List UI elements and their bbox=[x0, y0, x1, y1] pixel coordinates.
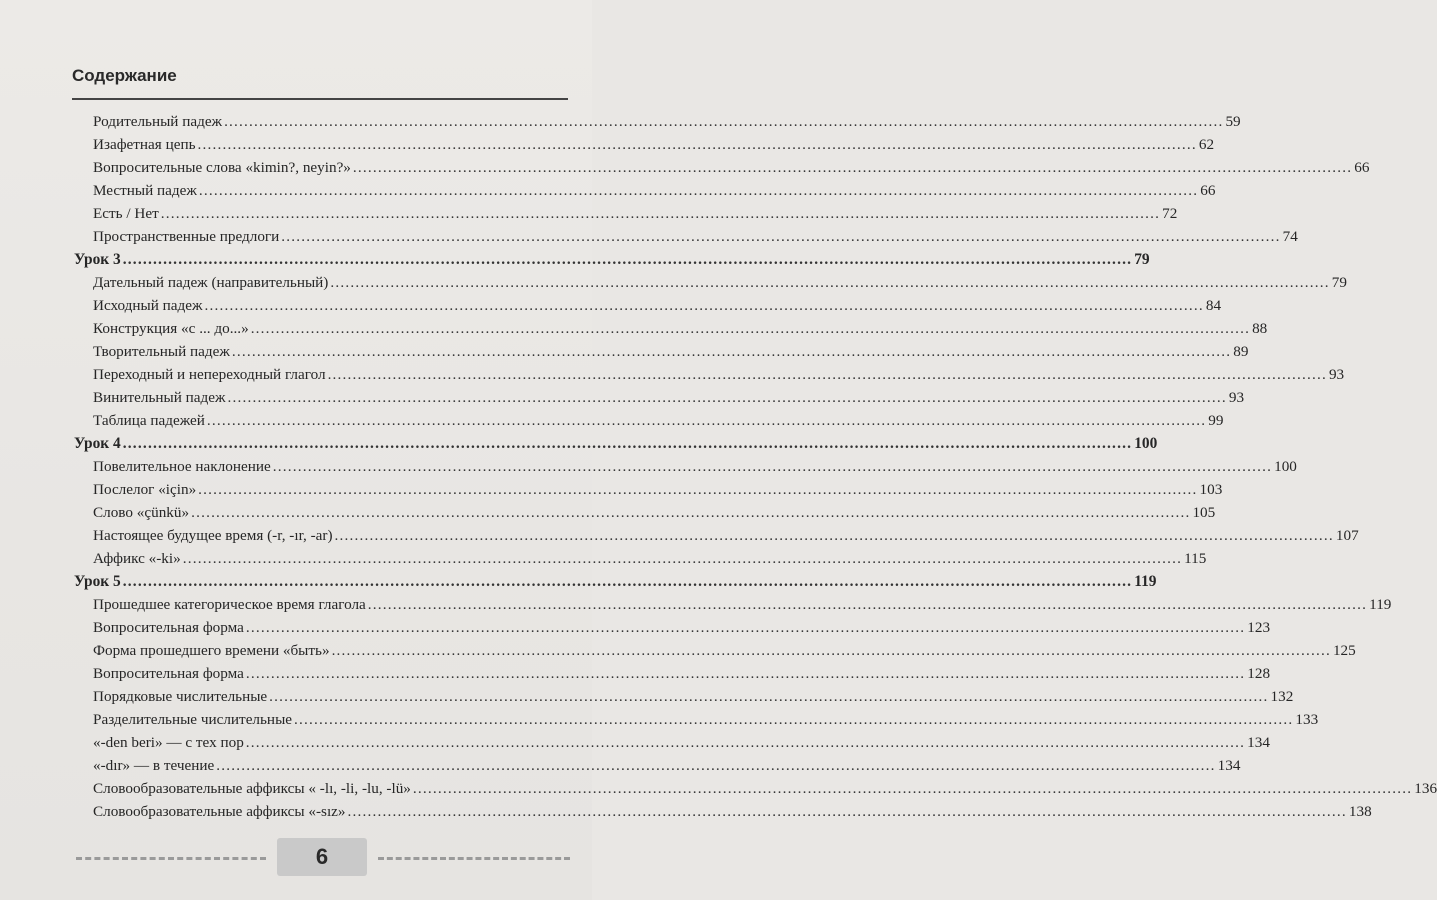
toc-entry-page: 132 bbox=[1270, 688, 1294, 705]
toc-entry-label: «-dır» — в течение bbox=[93, 757, 215, 774]
toc-entry-label: Дательный падеж (направительный) bbox=[93, 274, 329, 291]
toc-entry-page: 103 bbox=[1199, 481, 1223, 498]
toc-entry-page: 123 bbox=[1247, 619, 1271, 636]
toc-entry-page: 105 bbox=[1192, 504, 1216, 521]
toc-entry-label: Урок 4 bbox=[74, 435, 121, 452]
toc-leader-dots: ........................................................................................................................................................................................................ bbox=[331, 642, 1331, 659]
toc-entry-page: 66 bbox=[1200, 182, 1216, 199]
toc-entry-page: 79 bbox=[1331, 274, 1347, 291]
toc-leader-dots: ........................................................................................................................................................................................................ bbox=[160, 205, 1161, 222]
toc-leader-dots: ........................................................................................................................................................................................................ bbox=[269, 688, 1269, 705]
page-number: 6 bbox=[315, 844, 329, 869]
toc-entry-row bbox=[93, 481, 1223, 504]
toc-entry-row bbox=[93, 320, 1268, 343]
toc-leader-dots: ........................................................................................................................................................................................................ bbox=[412, 780, 1413, 797]
toc-entry-row bbox=[93, 412, 1224, 435]
toc-entry-page: 62 bbox=[1198, 136, 1215, 153]
toc-leader-dots: ........................................................................................................................................................................................................ bbox=[191, 504, 1191, 521]
toc-entry-page: 115 bbox=[1184, 550, 1207, 567]
toc-leader-dots: ........................................................................................................................................................................................................ bbox=[245, 734, 1246, 751]
toc-lesson-row bbox=[74, 251, 1150, 274]
toc-entry-label: Изафетная цепь bbox=[93, 136, 196, 153]
toc-entry-label: Слово «çünkü» bbox=[93, 504, 190, 521]
toc-entry-row bbox=[93, 619, 1271, 642]
toc-leader-dots: ........................................................................................................................................................................................................ bbox=[281, 228, 1281, 245]
toc-leader-dots: ........................................................................................................................................................................................................ bbox=[197, 136, 1197, 153]
toc-entry-page: 107 bbox=[1335, 527, 1359, 544]
toc-entry-page: 100 bbox=[1134, 435, 1158, 452]
toc-entry-row bbox=[93, 504, 1216, 527]
toc-leader-dots: ........................................................................................................................................................................................................ bbox=[245, 665, 1246, 682]
toc-entry-page: 134 bbox=[1217, 757, 1241, 774]
toc-entry-label: Творительный падеж bbox=[93, 343, 230, 360]
toc-entry-row bbox=[93, 803, 1372, 826]
toc-lesson-row bbox=[74, 435, 1158, 458]
toc-leader-dots: ........................................................................................................................................................................................................ bbox=[122, 251, 1133, 268]
toc-entry-label: Форма прошедшего времени «быть» bbox=[93, 642, 330, 659]
toc-entry-label: Конструкция «с ... до...» bbox=[93, 320, 249, 337]
toc-entry-page: 88 bbox=[1252, 320, 1268, 337]
toc-entry-row bbox=[93, 366, 1345, 389]
toc-entry-page: 66 bbox=[1354, 159, 1370, 176]
toc-entry-page: 125 bbox=[1332, 642, 1356, 659]
toc-entry-page: 100 bbox=[1274, 458, 1297, 475]
toc-leader-dots: ........................................................................................................................................................................................................ bbox=[206, 412, 1207, 429]
toc-entry-row bbox=[93, 527, 1359, 550]
toc-entry-label: Прошедшее категорическое время глагола bbox=[93, 596, 366, 613]
toc-entry-row bbox=[93, 780, 1437, 803]
toc-entry-label: Есть / Нет bbox=[93, 205, 159, 222]
toc-entry-page: 84 bbox=[1205, 297, 1222, 314]
toc-entry-page: 93 bbox=[1228, 389, 1245, 406]
toc-entry-row bbox=[93, 665, 1271, 688]
page-header-title: Содержание bbox=[72, 66, 177, 85]
toc-leader-dots: ........................................................................................................................................................................................................ bbox=[367, 596, 1368, 613]
toc-leader-dots: ........................................................................................................................................................................................................ bbox=[272, 458, 1273, 475]
toc-entry-label: Таблица падежей bbox=[93, 412, 205, 429]
toc-entry-label: Аффикс «-ki» bbox=[93, 550, 181, 567]
toc-lesson-row bbox=[74, 573, 1157, 596]
toc-leader-dots: ........................................................................................................................................................................................................ bbox=[250, 320, 1251, 337]
toc-entry-label: Настоящее будущее время (-r, -ır, -ar) bbox=[93, 527, 333, 544]
toc-leader-dots: ........................................................................................................................................................................................................ bbox=[224, 113, 1224, 130]
toc-entry-label: «-den beri» — с тех пор bbox=[93, 734, 244, 751]
toc-entry-label: Урок 3 bbox=[74, 251, 121, 268]
toc-entry-row bbox=[93, 734, 1270, 757]
toc-entry-page: 59 bbox=[1225, 113, 1241, 130]
toc-entry-row bbox=[93, 113, 1241, 136]
header-rule bbox=[72, 98, 568, 100]
toc-leader-dots: ........................................................................................................................................................................................................ bbox=[204, 297, 1204, 314]
toc-entry-page: 89 bbox=[1233, 343, 1249, 360]
toc-entry-row bbox=[93, 182, 1216, 205]
toc-entry-label: Разделительные числительные bbox=[93, 711, 293, 728]
toc-entry-page: 138 bbox=[1348, 803, 1372, 820]
toc-entry-label: Вопросительные слова «kimin?, neyin?» bbox=[93, 159, 351, 176]
toc-leader-dots: ........................................................................................................................................................................................................ bbox=[227, 389, 1227, 406]
toc-entry-row bbox=[93, 389, 1245, 412]
toc-entry-page: 99 bbox=[1208, 412, 1224, 429]
footer-dash-left bbox=[76, 857, 266, 860]
toc-entry-row bbox=[93, 274, 1347, 297]
toc-entry-page: 119 bbox=[1369, 596, 1392, 613]
toc-entry-row bbox=[93, 688, 1294, 711]
toc-entry-label: Порядковые числительные bbox=[93, 688, 268, 705]
toc-entry-page: 133 bbox=[1295, 711, 1319, 728]
toc-entry-row bbox=[93, 642, 1356, 665]
toc-leader-dots: ........................................................................................................................................................................................................ bbox=[245, 619, 1246, 636]
toc-entry-page: 74 bbox=[1282, 228, 1298, 245]
toc-entry-row bbox=[93, 757, 1241, 780]
toc-leader-dots: ........................................................................................................................................................................................................ bbox=[198, 182, 1199, 199]
toc-entry-label: Исходный падеж bbox=[93, 297, 203, 314]
toc-leader-dots: ........................................................................................................................................................................................................ bbox=[352, 159, 1353, 176]
toc-entry-page: 119 bbox=[1134, 573, 1157, 590]
toc-entry-row bbox=[93, 596, 1392, 619]
toc-leader-dots: ........................................................................................................................................................................................................ bbox=[122, 573, 1133, 590]
toc-entry-label: Словообразовательные аффиксы «-sız» bbox=[93, 803, 346, 820]
toc-entry-label: Словообразовательные аффиксы « -lı, -li, -lu, -lü» bbox=[93, 780, 411, 797]
toc-entry-row bbox=[93, 343, 1249, 366]
toc-entry-page: 72 bbox=[1162, 205, 1178, 222]
toc-entry-row bbox=[93, 297, 1222, 320]
toc-entry-label: Повелительное наклонение bbox=[93, 458, 271, 475]
toc-leader-dots: ........................................................................................................................................................................................................ bbox=[122, 435, 1133, 452]
toc-leader-dots: ........................................................................................................................................................................................................ bbox=[347, 803, 1347, 820]
toc-entry-label: Послелог «için» bbox=[93, 481, 197, 498]
toc-leader-dots: ........................................................................................................................................................................................................ bbox=[294, 711, 1294, 728]
toc-entry-row bbox=[93, 205, 1178, 228]
toc-entry-row bbox=[93, 159, 1370, 182]
toc-entry-label: Пространственные предлоги bbox=[93, 228, 280, 245]
toc-leader-dots: ........................................................................................................................................................................................................ bbox=[327, 366, 1327, 383]
toc-entry-row bbox=[93, 550, 1207, 573]
toc-entry-label: Винительный падеж bbox=[93, 389, 226, 406]
toc-entry-label: Вопросительная форма bbox=[93, 619, 244, 636]
toc-entry-row bbox=[93, 136, 1215, 159]
toc-entry-label: Родительный падеж bbox=[93, 113, 223, 130]
toc-leader-dots: ........................................................................................................................................................................................................ bbox=[216, 757, 1216, 774]
toc-leader-dots: ........................................................................................................................................................................................................ bbox=[334, 527, 1334, 544]
toc-entry-row bbox=[93, 228, 1298, 251]
toc-leader-dots: ........................................................................................................................................................................................................ bbox=[182, 550, 1183, 567]
toc-entry-label: Вопросительная форма bbox=[93, 665, 244, 682]
toc-leader-dots: ........................................................................................................................................................................................................ bbox=[231, 343, 1232, 360]
footer-dash-right bbox=[378, 857, 570, 860]
page-number-badge bbox=[277, 838, 367, 876]
toc-entry-page: 134 bbox=[1247, 734, 1270, 751]
toc-entry-label: Местный падеж bbox=[93, 182, 197, 199]
toc-entry-row bbox=[93, 711, 1319, 734]
toc-entry-row bbox=[93, 458, 1297, 481]
toc-entry-label: Переходный и непереходный глагол bbox=[93, 366, 326, 383]
toc-entry-label: Урок 5 bbox=[74, 573, 121, 590]
toc-entry-page: 79 bbox=[1134, 251, 1150, 268]
toc-leader-dots: ........................................................................................................................................................................................................ bbox=[198, 481, 1198, 498]
toc-entry-page: 136 bbox=[1414, 780, 1437, 797]
toc-leader-dots: ........................................................................................................................................................................................................ bbox=[330, 274, 1330, 291]
toc-entry-page: 128 bbox=[1247, 665, 1271, 682]
toc-entry-page: 93 bbox=[1328, 366, 1345, 383]
